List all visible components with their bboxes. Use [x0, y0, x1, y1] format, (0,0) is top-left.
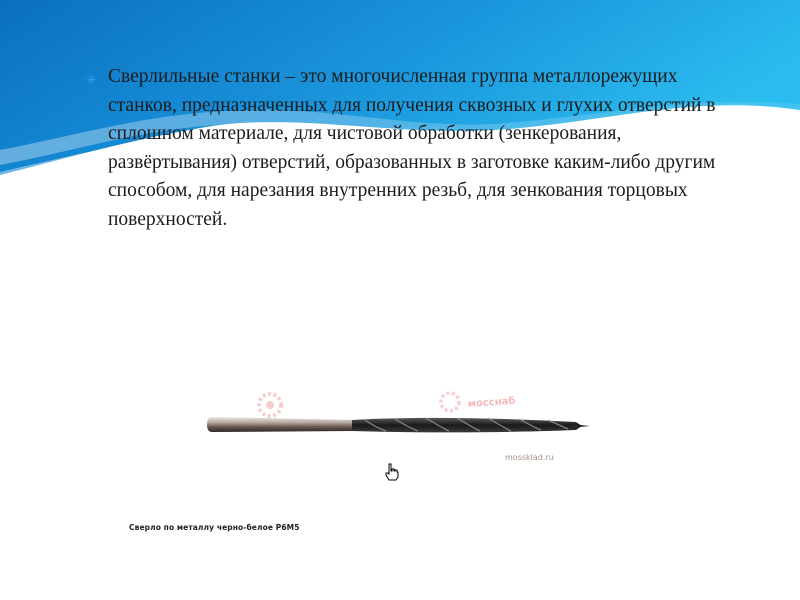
watermark-site: mossklad.ru [505, 453, 554, 462]
watermark-brand: мосснаб [467, 395, 516, 410]
bullet-paragraph [86, 63, 726, 234]
bullet-star-icon: ✳ [86, 73, 97, 88]
figure-caption: Сверло по металлу черно-белое Р6М5 [129, 523, 300, 532]
paragraph-text: Сверлильные станки – это многочисленная группа металлорежущих станков, предназначенных для получения сквозных и глухих отверстий в сплошном материале, для чистовой обработки (зенкерования, развёртывания) отверстий, образованных в заготовке каким-либо другим способом, для нарезания внутренних резьб, для зенкования торцовых поверхностей. [108, 66, 716, 230]
watermark-gear-icon [259, 393, 459, 416]
hand-pointer-icon [384, 463, 400, 481]
